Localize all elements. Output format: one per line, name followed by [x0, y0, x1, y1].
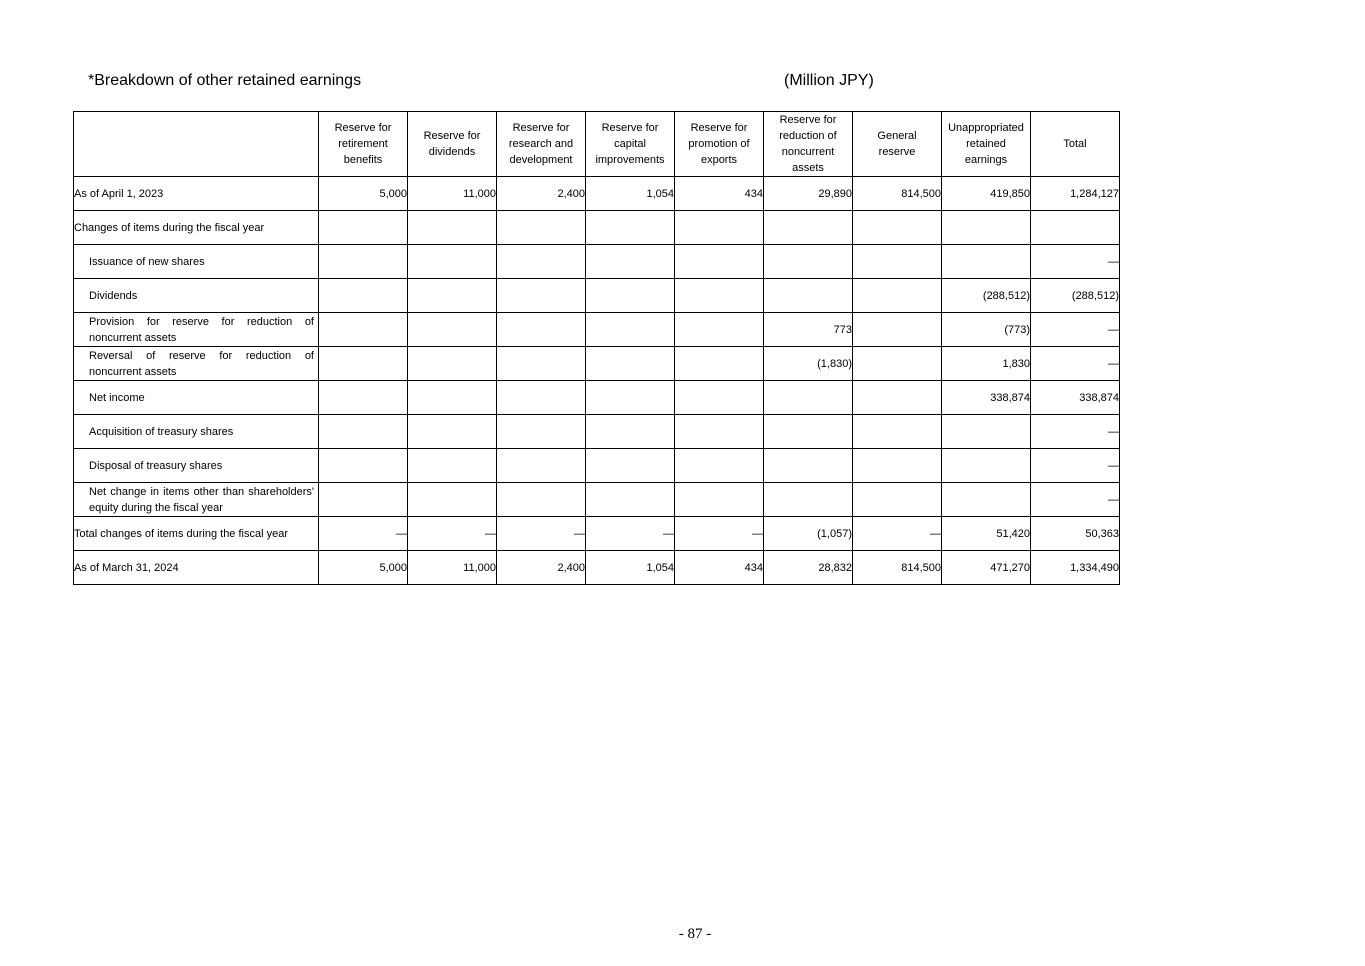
row-label: Reversal of reserve for reduction of noncurrent assets [74, 347, 319, 381]
header-row [74, 112, 1120, 177]
table-cell [586, 279, 675, 313]
table-cell: 5,000 [319, 177, 408, 211]
column-header: Reserve for research and development [497, 112, 586, 177]
column-header: Total [1031, 112, 1120, 177]
table-cell [497, 483, 586, 517]
table-cell [408, 279, 497, 313]
table-cell [586, 211, 675, 245]
table-cell [408, 381, 497, 415]
table-row [74, 381, 1120, 415]
table-row [74, 313, 1120, 347]
table-cell: 28,832 [764, 551, 853, 585]
table-row [74, 551, 1120, 585]
table-cell [764, 381, 853, 415]
table-cell: 773 [764, 313, 853, 347]
table-cell: — [319, 517, 408, 551]
row-label: Acquisition of treasury shares [74, 415, 319, 449]
table-cell: — [408, 517, 497, 551]
table-cell: 11,000 [408, 551, 497, 585]
retained-earnings-table [73, 111, 1120, 585]
table-cell [497, 381, 586, 415]
table-row [74, 483, 1120, 517]
column-header: Reserve for capital improvements [586, 112, 675, 177]
table-cell: 1,284,127 [1031, 177, 1120, 211]
table-cell: 434 [675, 551, 764, 585]
table-cell: 11,000 [408, 177, 497, 211]
table-cell [853, 313, 942, 347]
table-cell [319, 313, 408, 347]
table-cell [853, 483, 942, 517]
column-header: Unappropriated retained earnings [942, 112, 1031, 177]
table-cell: — [1031, 449, 1120, 483]
table-cell [586, 347, 675, 381]
table-row [74, 279, 1120, 313]
table-cell: 50,363 [1031, 517, 1120, 551]
table-cell [319, 279, 408, 313]
table-cell [675, 245, 764, 279]
table-cell [675, 313, 764, 347]
table-cell [319, 347, 408, 381]
table-cell [586, 449, 675, 483]
table-cell [497, 313, 586, 347]
row-label: Disposal of treasury shares [74, 449, 319, 483]
table-cell: 1,054 [586, 177, 675, 211]
table-cell: (288,512) [1031, 279, 1120, 313]
table-cell: 29,890 [764, 177, 853, 211]
table-cell [408, 449, 497, 483]
table-cell [319, 211, 408, 245]
table-cell [853, 347, 942, 381]
table-row [74, 517, 1120, 551]
row-label: Provision for reserve for reduction of noncurrent assets [74, 313, 319, 347]
table-cell: 2,400 [497, 551, 586, 585]
table-cell [764, 483, 853, 517]
table-cell [319, 245, 408, 279]
table-cell: 51,420 [942, 517, 1031, 551]
table-cell [764, 279, 853, 313]
table-cell: — [1031, 347, 1120, 381]
table-cell [319, 381, 408, 415]
table-cell [319, 483, 408, 517]
table-cell [853, 415, 942, 449]
table-cell: 338,874 [942, 381, 1031, 415]
table-cell [586, 245, 675, 279]
table-cell: 338,874 [1031, 381, 1120, 415]
column-header: Reserve for promotion of exports [675, 112, 764, 177]
row-label: Dividends [74, 279, 319, 313]
table-cell [675, 415, 764, 449]
table-cell [675, 347, 764, 381]
table-cell: (288,512) [942, 279, 1031, 313]
table-row [74, 449, 1120, 483]
table-cell [586, 381, 675, 415]
table-cell [497, 449, 586, 483]
table-cell [408, 211, 497, 245]
row-label: Changes of items during the fiscal year [74, 211, 319, 245]
table-cell: 814,500 [853, 177, 942, 211]
section-title: *Breakdown of other retained earnings [88, 72, 362, 89]
table-cell [853, 211, 942, 245]
table-cell: 5,000 [319, 551, 408, 585]
table-row [74, 177, 1120, 211]
header-blank [74, 112, 319, 177]
table-cell [675, 279, 764, 313]
table-cell [942, 483, 1031, 517]
table-row [74, 245, 1120, 279]
table-cell: 434 [675, 177, 764, 211]
table-cell [853, 449, 942, 483]
table-cell [319, 449, 408, 483]
table-cell [853, 245, 942, 279]
table-cell [675, 449, 764, 483]
table-cell [675, 483, 764, 517]
table-cell [408, 415, 497, 449]
page-number: - 87 - [678, 926, 712, 942]
table-cell [764, 449, 853, 483]
table-cell [408, 347, 497, 381]
table-row [74, 211, 1120, 245]
table-cell [764, 211, 853, 245]
table-cell [942, 415, 1031, 449]
table-cell: (1,057) [764, 517, 853, 551]
table-cell: — [1031, 415, 1120, 449]
table-cell: — [853, 517, 942, 551]
table-cell [497, 211, 586, 245]
table-cell [764, 245, 853, 279]
table-cell: — [586, 517, 675, 551]
column-header: Reserve for retirement benefits [319, 112, 408, 177]
table-cell: — [1031, 483, 1120, 517]
table-cell: 419,850 [942, 177, 1031, 211]
table-cell [942, 449, 1031, 483]
table-cell: — [1031, 245, 1120, 279]
table-cell: 471,270 [942, 551, 1031, 585]
unit-label: (Million JPY) [784, 72, 874, 89]
table-cell [853, 381, 942, 415]
row-label: Issuance of new shares [74, 245, 319, 279]
column-header: Reserve for dividends [408, 112, 497, 177]
table-cell: — [497, 517, 586, 551]
table-cell [853, 279, 942, 313]
table-cell [497, 245, 586, 279]
table-cell [497, 279, 586, 313]
table-cell [408, 245, 497, 279]
column-header: General reserve [853, 112, 942, 177]
table-row [74, 415, 1120, 449]
table-cell [586, 415, 675, 449]
table-cell: 1,830 [942, 347, 1031, 381]
row-label: Net change in items other than shareholders' equity during the fiscal year [74, 483, 319, 517]
row-label: Total changes of items during the fiscal year [74, 517, 319, 551]
table-row [74, 347, 1120, 381]
table-cell [942, 245, 1031, 279]
table-cell [319, 415, 408, 449]
table-cell [675, 381, 764, 415]
table-cell [1031, 211, 1120, 245]
table-cell: (1,830) [764, 347, 853, 381]
table-cell: (773) [942, 313, 1031, 347]
table-cell: — [1031, 313, 1120, 347]
table-cell [586, 313, 675, 347]
table-cell: — [675, 517, 764, 551]
table-cell: 2,400 [497, 177, 586, 211]
table-cell [942, 211, 1031, 245]
table-cell: 1,054 [586, 551, 675, 585]
row-label: As of April 1, 2023 [74, 177, 319, 211]
table-cell: 814,500 [853, 551, 942, 585]
table-cell [586, 483, 675, 517]
table-cell [408, 313, 497, 347]
table-cell [497, 347, 586, 381]
table-cell [408, 483, 497, 517]
table-cell [497, 415, 586, 449]
table-cell: 1,334,490 [1031, 551, 1120, 585]
row-label: Net income [74, 381, 319, 415]
column-header: Reserve for reduction of noncurrent assets [764, 112, 853, 177]
table-cell [764, 415, 853, 449]
row-label: As of March 31, 2024 [74, 551, 319, 585]
table-cell [675, 211, 764, 245]
